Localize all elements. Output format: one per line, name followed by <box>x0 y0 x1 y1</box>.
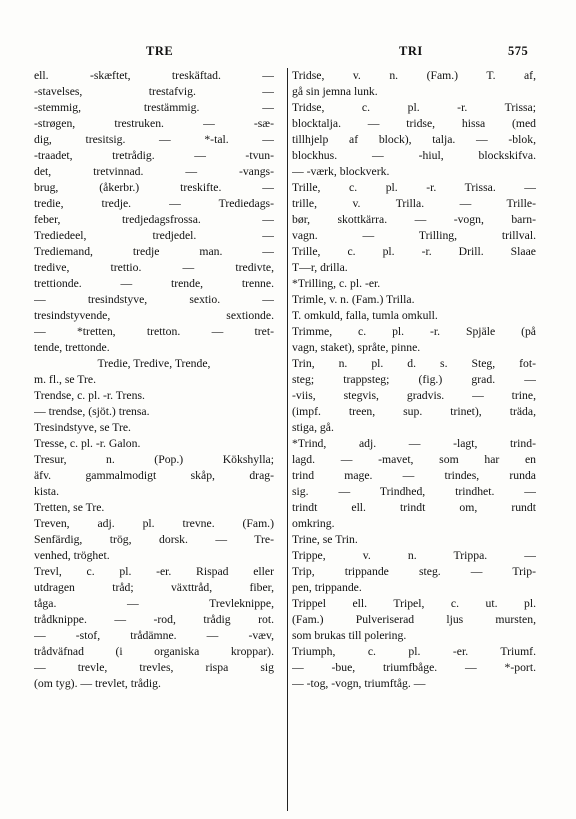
entry-line: — -stof, trådämne. — -væv, <box>34 629 274 642</box>
entry-line: T. omkuld, falla, tumla omkull. <box>292 309 438 322</box>
entry-line: Trippe, v. n. Trippa. — <box>292 549 536 562</box>
entry-line: vagn, staket), språte, pinne. <box>292 341 421 354</box>
entry-line: omkring. <box>292 517 335 530</box>
entry-line: pen, trippande. <box>292 581 362 594</box>
header-left-guide-word: TRE <box>146 44 174 58</box>
entry-line: trille, v. Trilla. — Trille- <box>292 197 536 210</box>
entry-line: gå sin jemna lunk. <box>292 85 378 98</box>
entry-line: trådväfnad (i organiska kroppar). <box>34 645 274 658</box>
entry-line: trindt ell. trindt om, rundt <box>292 501 536 514</box>
entry-line: lagd. — -mavet, som har en <box>292 453 536 466</box>
entry-line: ell. -skæftet, treskäftad. — <box>34 69 274 82</box>
entry-line: stiga, gå. <box>292 421 334 434</box>
entry-line: tende, trettonde. <box>34 341 110 354</box>
entry-line: Tresindstyve, se Tre. <box>34 421 131 434</box>
entry-line: äfv. gammalmodigt skåp, drag- <box>34 469 274 482</box>
entry-line: trettionde. — trende, trenne. <box>34 277 274 290</box>
entry-line: tredive, trettio. — tredivte, <box>34 261 274 274</box>
entry-line: bør, skottkärra. — -vogn, barn- <box>292 213 536 226</box>
entry-line: Tridse, c. pl. -r. Trissa; <box>292 101 536 114</box>
entry-line: Tresur, n. (Pop.) Kökshylla; <box>34 453 274 466</box>
entry-line: sig. — Trindhed, trindhet. — <box>292 485 536 498</box>
entry-line: som brukas till polering. <box>292 629 407 642</box>
entry-line: Trille, c. pl. -r. Trissa. — <box>292 181 536 194</box>
entry-line: — -bue, triumfbåge. — *-port. <box>292 661 536 674</box>
entry-line: Trip, trippande steg. — Trip- <box>292 565 536 578</box>
entry-line: Tredie, Tredive, Trende, <box>97 357 211 370</box>
entry-line: utdragen tråd; växttråd, fiber, <box>34 581 274 594</box>
entry-line: *Trilling, c. pl. -er. <box>292 277 381 290</box>
entry-line: Trevl, c. pl. -er. Rispad eller <box>34 565 274 578</box>
entry-line: tredie, tredje. — Trediedags- <box>34 197 274 210</box>
entry-line: (om tyg). — trevlet, trådig. <box>34 677 161 690</box>
entry-line: venhed, tröghet. <box>34 549 110 562</box>
entry-line: -stemmig, trestämmig. — <box>34 101 274 114</box>
header-right-guide-word: TRI <box>399 44 423 58</box>
entry-line: kista. <box>34 485 59 498</box>
left-column <box>34 68 274 692</box>
entry-line: — -tog, -vogn, triumftåg. — <box>292 677 426 690</box>
entry-line: (impf. treen, sup. trinet), träda, <box>292 405 536 418</box>
entry-line: — -værk, blockverk. <box>292 165 390 178</box>
column-divider <box>287 68 288 811</box>
entry-line: T—r, drilla. <box>292 261 348 274</box>
entry-line: Tretten, se Tre. <box>34 501 105 514</box>
entry-line: Tridse, v. n. (Fam.) T. af, <box>292 69 536 82</box>
entry-line: *Trind, adj. — -lagt, trind- <box>292 437 536 450</box>
entry-line: Tresse, c. pl. -r. Galon. <box>34 437 141 450</box>
entry-line: tillhjelp af block), talja. — -blok, <box>292 133 536 146</box>
entry-line: Treven, adj. pl. trevne. (Fam.) <box>34 517 274 530</box>
entry-line: -traadet, tretrådig. — -tvun- <box>34 149 274 162</box>
entry-line: det, tretvinnad. — -vangs- <box>34 165 274 178</box>
entry-line: Trediedeel, tredjedel. — <box>34 229 274 242</box>
entry-line: — tresindstyve, sextio. — <box>34 293 274 306</box>
entry-line: (Fam.) Pulveriserad ljus mursten, <box>292 613 536 626</box>
entry-line: tresindstyvende, sextionde. <box>34 309 274 322</box>
entry-line: trådknippe. — -rod, trådig rot. <box>34 613 274 626</box>
page-number: 575 <box>508 44 529 58</box>
entry-line: — *tretten, tretton. — tret- <box>34 325 274 338</box>
entry-line: Triumph, c. pl. -er. Triumf. <box>292 645 536 658</box>
entry-line: Trimle, v. n. (Fam.) Trilla. <box>292 293 415 306</box>
entry-line: -stavelses, trestafvig. — <box>34 85 274 98</box>
entry-line: tåga. — Trevleknippe, <box>34 597 274 610</box>
entry-line: brug, (åkerbr.) treskifte. — <box>34 181 274 194</box>
entry-line: m. fl., se Tre. <box>34 373 97 386</box>
entry-line: -viis, stegvis, gradvis. — trine, <box>292 389 536 402</box>
entry-line: feber, tredjedagsfrossa. — <box>34 213 274 226</box>
entry-line: — trevle, trevles, rispa sig <box>34 661 274 674</box>
entry-line: Trin, n. pl. d. s. Steg, fot- <box>292 357 536 370</box>
entry-line: -strøgen, trestruken. — -sæ- <box>34 117 274 130</box>
entry-line: Trendse, c. pl. -r. Trens. <box>34 389 145 402</box>
entry-line: Trimme, c. pl. -r. Spjäle (på <box>292 325 536 338</box>
entry-line: trind mage. — trindes, runda <box>292 469 536 482</box>
entry-line: vagn. — Trilling, trillval. <box>292 229 536 242</box>
entry-line: Trille, c. pl. -r. Drill. Slaae <box>292 245 536 258</box>
entry-line: Senfärdig, trög, dorsk. — Tre- <box>34 533 274 546</box>
entry-line: Trippel ell. Tripel, c. ut. pl. <box>292 597 536 610</box>
entry-line: Trediemand, tredje man. — <box>34 245 274 258</box>
entry-line: blocktalja. — tridse, hissa (med <box>292 117 536 130</box>
entry-line: — trendse, (sjöt.) trensa. <box>34 405 150 418</box>
entry-line: blockhus. — -hiul, blockskifva. <box>292 149 536 162</box>
right-column <box>292 68 536 692</box>
entry-line: steg; trappsteg; (fig.) grad. — <box>292 373 536 386</box>
entry-line: Trine, se Trin. <box>292 533 358 546</box>
entry-line: dig, tresitsig. — *-tal. — <box>34 133 274 146</box>
